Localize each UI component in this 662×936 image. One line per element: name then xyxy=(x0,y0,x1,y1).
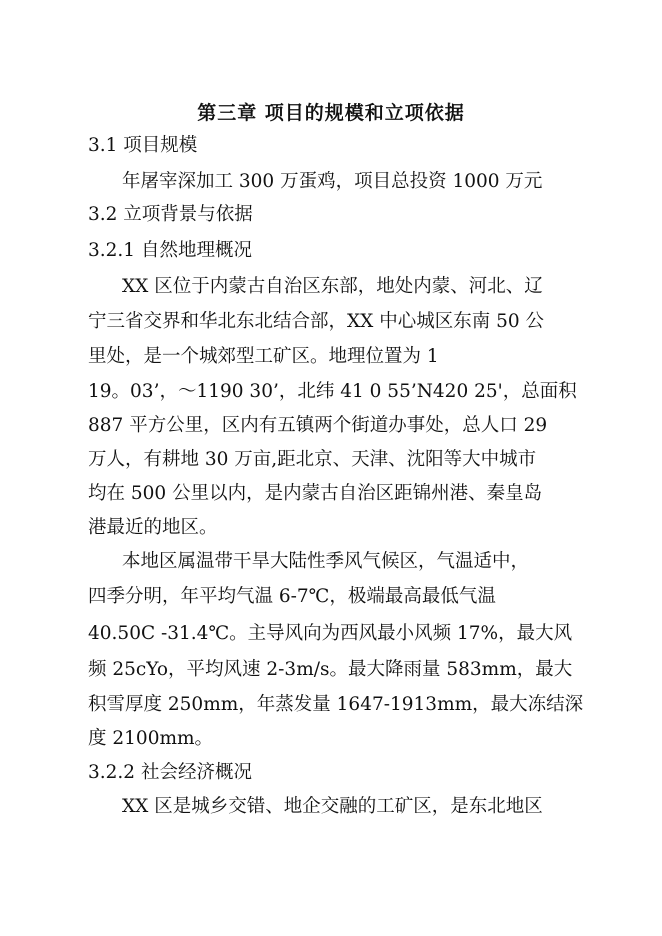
paragraph-line: 万人，有耕地 30 万亩,距北京、天津、沈阳等大中城市 xyxy=(88,449,537,470)
paragraph-line: 19。03’，～1190 30’，北纬 41 0 55’N420 25'，总面积 xyxy=(88,381,577,402)
paragraph-line: 887 平方公里，区内有五镇两个街道办事处，总人口 29 xyxy=(88,415,548,436)
paragraph-line: 里处，是一个城郊型工矿区。地理位置为 1 xyxy=(88,346,439,367)
paragraph-line: 度 2100mm。 xyxy=(88,728,214,749)
paragraph-line: 年屠宰深加工 300 万蛋鸡，项目总投资 1000 万元 xyxy=(122,171,543,192)
subsection-heading-3-2-1: 3.2.1 自然地理概况 xyxy=(88,240,252,261)
section-heading-3-2: 3.2 立项背景与依据 xyxy=(88,204,253,225)
section-heading-3-1: 3.1 项目规模 xyxy=(88,135,198,156)
paragraph-line: 宁三省交界和华北东北结合部，XX 中心城区东南 50 公 xyxy=(88,311,545,332)
paragraph-line: XX 区位于内蒙古自治区东部，地处内蒙、河北、辽 xyxy=(122,276,543,297)
paragraph-line: 积雪厚度 250mm，年蒸发量 1647-1913mm，最大冻结深 xyxy=(88,694,584,715)
paragraph-line: 本地区属温带干旱大陆性季风气候区，气温适中， xyxy=(122,551,530,572)
chapter-title: 第三章 项目的规模和立项依据 xyxy=(197,102,465,124)
paragraph-line: 四季分明，年平均气温 6-7℃，极端最高最低气温 xyxy=(88,586,496,607)
paragraph-line: 频 25cYo，平均风速 2-3m/s。最大降雨量 583mm，最大 xyxy=(88,659,573,680)
subsection-heading-3-2-2: 3.2.2 社会经济概况 xyxy=(88,762,252,783)
paragraph-line: 40.50C -31.4℃。主导风向为西风最小风频 17%，最大风 xyxy=(88,623,573,644)
paragraph-line: 均在 500 公里以内，是内蒙古自治区距锦州港、秦皇岛 xyxy=(88,483,543,504)
paragraph-line: 港最近的地区。 xyxy=(88,517,218,538)
paragraph-line: XX 区是城乡交错、地企交融的工矿区，是东北地区 xyxy=(122,796,543,817)
